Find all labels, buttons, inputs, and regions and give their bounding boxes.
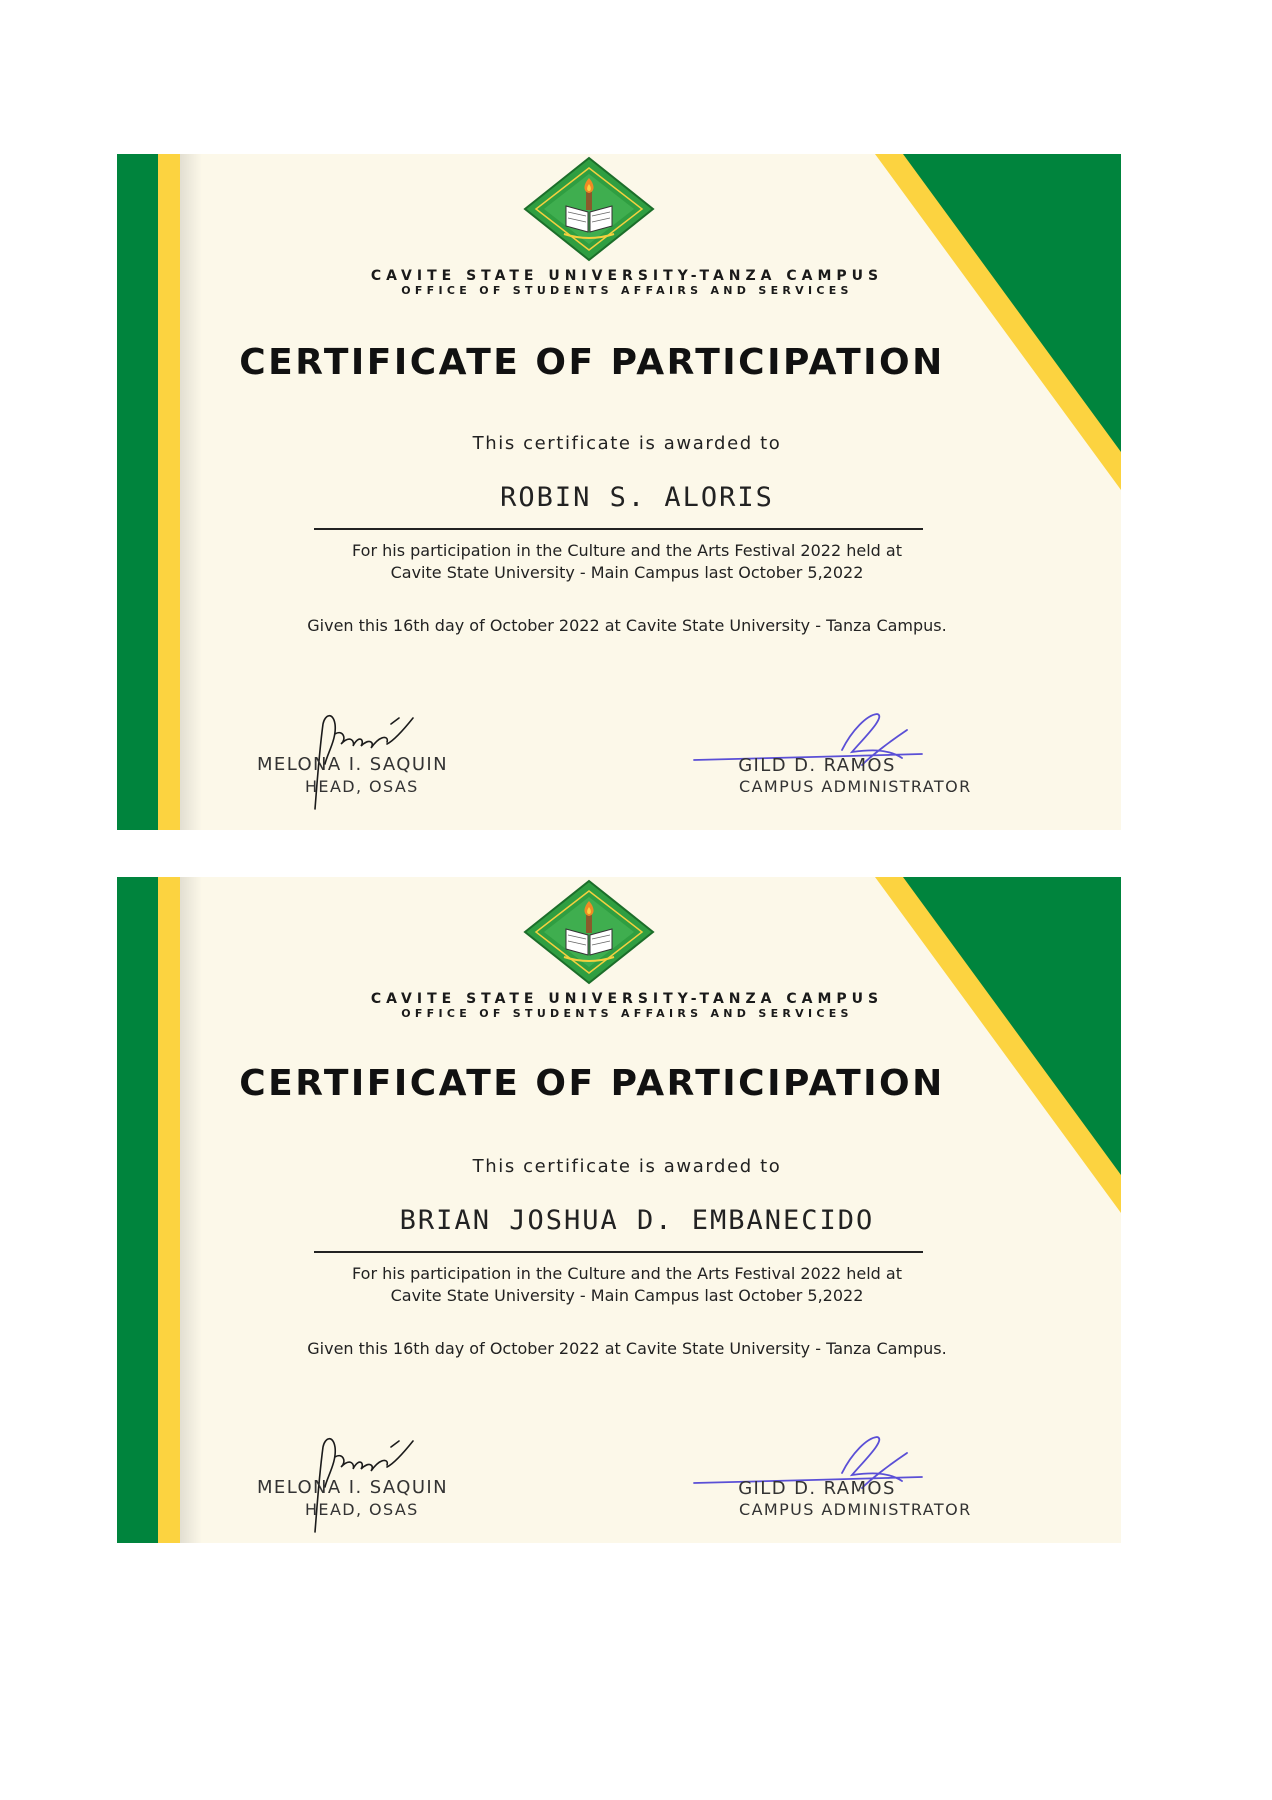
certificate-title: CERTIFICATE OF PARTICIPATION xyxy=(239,342,945,383)
university-name: CAVITE STATE UNIVERSITY-TANZA CAMPUS xyxy=(370,268,884,284)
participation-line-2: Cavite State University - Main Campus last October 5,2022 xyxy=(390,1286,864,1305)
signatory-right-role: CAMPUS ADMINISTRATOR xyxy=(739,777,972,796)
recipient-underline xyxy=(314,1251,923,1253)
recipient-name: ROBIN S. ALORIS xyxy=(500,482,774,513)
participation-text xyxy=(297,1263,957,1307)
signatory-right-name: GILD D. RAMOS xyxy=(738,1478,896,1499)
office-name: OFFICE OF STUDENTS AFFAIRS AND SERVICES xyxy=(401,1007,853,1020)
certificate-1 xyxy=(117,154,1121,830)
signatory-right-role: CAMPUS ADMINISTRATOR xyxy=(739,1500,972,1519)
awarded-text: This certificate is awarded to xyxy=(472,433,782,454)
office-name: OFFICE OF STUDENTS AFFAIRS AND SERVICES xyxy=(401,284,853,297)
university-seal-icon xyxy=(522,879,656,986)
given-date-text: Given this 16th day of October 2022 at Cavite State University - Tanza Campus. xyxy=(307,616,947,635)
participation-text xyxy=(297,540,957,584)
recipient-name: BRIAN JOSHUA D. EMBANECIDO xyxy=(399,1205,875,1236)
participation-line-1: For his participation in the Culture and the Arts Festival 2022 held at xyxy=(352,541,902,560)
signatory-right-name: GILD D. RAMOS xyxy=(738,755,896,776)
left-yellow-stripe xyxy=(158,877,180,1543)
left-yellow-stripe xyxy=(158,154,180,830)
certificate-2 xyxy=(117,877,1121,1543)
signatory-left-name: MELONA I. SAQUIN xyxy=(257,1477,448,1498)
certificate-title: CERTIFICATE OF PARTICIPATION xyxy=(239,1063,945,1104)
participation-line-1: For his participation in the Culture and the Arts Festival 2022 held at xyxy=(352,1264,902,1283)
signatory-left-name: MELONA I. SAQUIN xyxy=(257,754,448,775)
stripe-shadow xyxy=(180,154,202,830)
signatory-left-role: HEAD, OSAS xyxy=(305,777,419,796)
signatory-left-role: HEAD, OSAS xyxy=(305,1500,419,1519)
university-name: CAVITE STATE UNIVERSITY-TANZA CAMPUS xyxy=(370,991,884,1007)
awarded-text: This certificate is awarded to xyxy=(472,1156,782,1177)
left-green-stripe xyxy=(117,154,158,830)
stripe-shadow xyxy=(180,877,202,1543)
left-green-stripe xyxy=(117,877,158,1543)
given-date-text: Given this 16th day of October 2022 at Cavite State University - Tanza Campus. xyxy=(307,1339,947,1358)
recipient-underline xyxy=(314,528,923,530)
participation-line-2: Cavite State University - Main Campus last October 5,2022 xyxy=(390,563,864,582)
university-seal-icon xyxy=(522,156,656,263)
